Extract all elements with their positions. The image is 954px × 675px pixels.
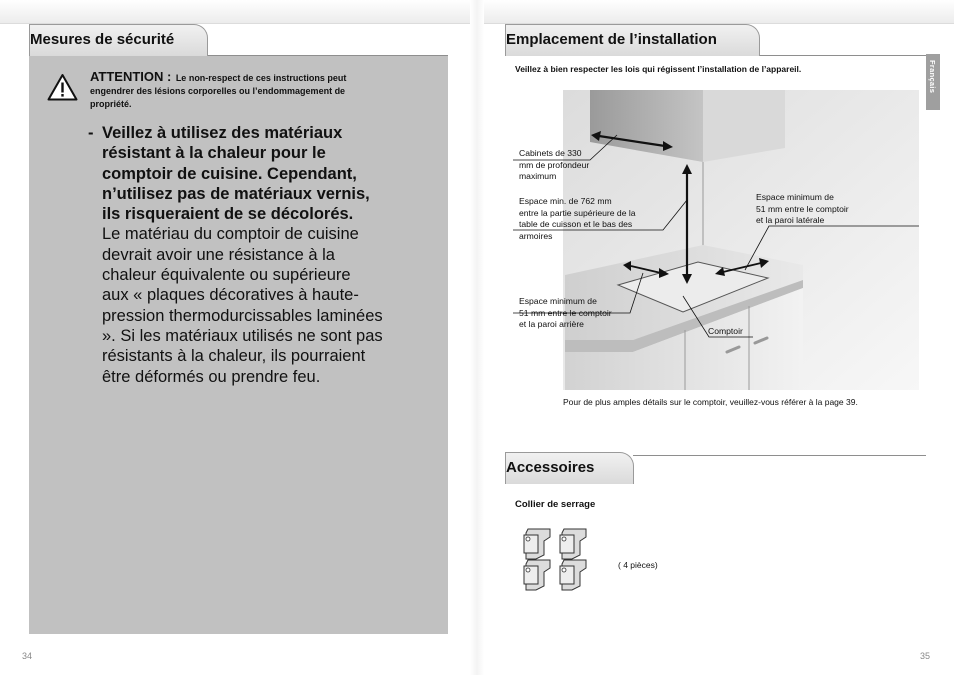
installation-section-title: Emplacement de l’installation [506,31,717,48]
text-line: chaleur équivalente ou supérieure [102,266,351,285]
section-rule [633,455,926,456]
safety-section-title: Mesures de sécurité [30,31,175,48]
installation-section-tab [505,24,760,56]
clamp-icon [522,556,554,592]
attention-body-1: Le non-respect de ces instructions peut [175,73,347,83]
bold-line: comptoir de cuisine. Cependant, [102,164,357,183]
bullet-dash: - [88,124,94,142]
installation-note: Veillez à bien respecter les lois qui régissent l’installation de l’appareil. [515,64,802,74]
page-number-right: 35 [920,651,931,661]
book-spine [470,0,484,675]
caption-line: mm de profondeur [519,159,590,170]
caption-line: Espace minimum de [756,192,834,202]
language-tab [926,54,940,110]
text-line: être déformés ou prendre feu. [102,367,321,386]
caption-line: maximum [519,171,557,182]
safety-section-tab [29,24,208,56]
bold-line: résistant à la chaleur pour le [102,144,326,163]
caption-rear-gap [519,296,612,331]
accessory-name: Collier de serrage [515,499,596,510]
text-line: devrait avoir une résistance à la [102,245,335,264]
accessory-quantity: ( 4 pièces) [618,560,658,570]
caption-line: Espace min. de 762 mm [519,196,612,206]
accessories-section-title: Accessoires [506,459,595,476]
text-line: résistants à la chaleur, ils pourraient [102,347,366,366]
text-line: aux « plaques décoratives à haute- [102,286,359,305]
text-line: Le matériau du comptoir de cuisine [102,225,359,244]
caption-line: armoires [519,230,553,241]
caption-cabinets [519,148,589,183]
accessories-section-tab [505,452,634,484]
bold-line: ils risqueraient de se décolorés. [102,205,354,224]
caption-min-762 [519,196,636,242]
caption-line: Cabinets de 330 [519,148,582,158]
warning-icon [47,73,78,101]
caption-line: 51 mm entre le comptoir [519,307,612,318]
bold-line: n’utilisez pas de matériaux vernis, [102,184,370,203]
clamp-icon [558,556,590,592]
section-rule [207,55,448,56]
caption-line: et la paroi latérale [756,215,825,226]
text-line: pression thermodurcissables laminées [102,306,383,325]
caption-line: et la paroi arrière [519,319,584,330]
caption-line: entre la partie supérieure de la [519,207,636,218]
caption-line: 51 mm entre le comptoir [756,203,849,214]
page-reference: Pour de plus amples détails sur le comptoir, veuillez-vous référer à la page 39. [563,397,858,407]
text-line: ». Si les matériaux utilisés ne sont pas [102,326,383,345]
caption-line: Espace minimum de [519,296,597,306]
caption-side-gap [756,192,849,227]
section-rule [759,55,926,56]
safety-instruction [88,123,398,387]
bold-line: Veillez à utilisez des matériaux [102,124,343,142]
attention-title: ATTENTION : [90,69,172,84]
attention-body-3: propriété. [90,99,132,109]
caption-comptoir: Comptoir [708,326,743,336]
page-number-left: 34 [22,651,33,661]
caption-line: table de cuisson et le bas des [519,219,633,230]
attention-body-2: engendrer des lésions corporelles ou l’endommagement de [90,86,346,96]
attention-notice [90,71,390,110]
language-label: Français [928,60,937,94]
